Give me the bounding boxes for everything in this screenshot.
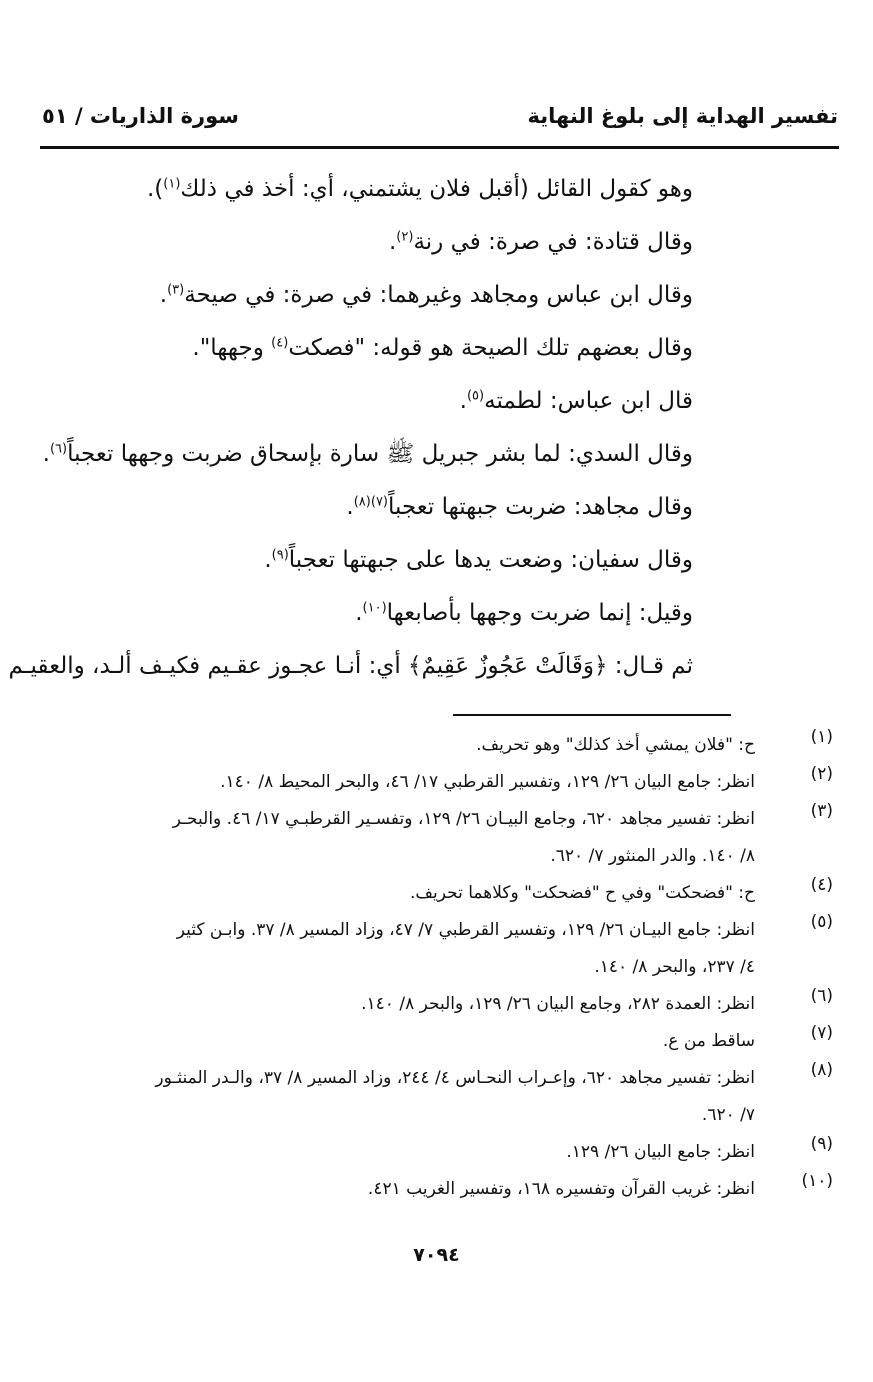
footnote-ref[interactable]: (١٠) [362,600,387,616]
footnote-text: انظر: غريب القرآن وتفسيره ١٦٨، وتفسير الغريب ٤٢١. [367,1179,755,1199]
text-line: وقال قتادة: في صرة: في رنة$^{(٢)}$. [388,229,693,255]
footnote [45,1023,833,1060]
footnote [45,912,833,986]
footnote-number: (٩) [810,1134,833,1154]
footnote [45,875,833,912]
text-line: وقال مجاهد: ضربت جبهتها تعجباً$^{(٧)(٨)}$. [346,494,693,520]
footnote-ref[interactable]: (٦) [49,441,68,457]
text-line: ثم قـال: ﴿وَقَالَتْ عَجُوزٌ عَقِيمٌ﴾ أي: أنـا عجـوز عقـيم فكيـف ألـد، والعقيـم [8,653,693,679]
footnote-number: (١) [810,727,833,747]
footnote-text: ساقط من ع. [662,1031,755,1051]
footnote-text: ٧/ ٦٢٠. [701,1105,755,1125]
footnote-text: انظر: العمدة ٢٨٢، وجامع البيان ٢٦/ ١٢٩، والبحر ٨/ ١٤٠. [361,994,755,1014]
text-line: وقال ابن عباس ومجاهد وغيرهما: في صرة: في صيحة$^{(٣)}$. [159,282,693,308]
header-divider [40,146,839,149]
footnote-ref[interactable]: (٤) [271,335,289,351]
footnote [45,764,833,801]
footnote [45,801,833,875]
text-line: وقال السدي: لما بشر جبريل ﷺ سارة بإسحاق ضربت وجهها تعجباً$^{(٦)}$. [42,441,693,467]
page-number: ٧٠٩٤ [413,1244,460,1266]
text-line: وقال بعضهم تلك الصيحة هو قوله: "فصكت$^{(٤)}$ وجهها". [192,335,693,361]
footnote-number: (٦) [810,986,833,1006]
footnote-number: (١٠) [801,1171,833,1191]
footnote-text: انظر: تفسير مجاهد ٦٢٠، وإعـراب النحـاس ٤/ ٢٤٤، وزاد المسير ٨/ ٣٧، والـدر المنثـور [155,1068,755,1088]
footnote-text: انظر: تفسير مجاهد ٦٢٠، وجامع البيـان ٢٦/ ١٢٩، وتفسـير القرطبـي ١٧/ ٤٦. والبحـر [172,809,755,829]
footnote-text: انظر: جامع البيـان ٢٦/ ١٢٩، وتفسير القرطبي ٧/ ٤٧، وزاد المسير ٨/ ٣٧. وابـن كثير [176,920,755,940]
footnote-number: (٢) [810,764,833,784]
footnote-ref[interactable]: (٥) [466,388,485,404]
footnote-text: ٤/ ٢٣٧، والبحر ٨/ ١٤٠. [594,957,755,977]
footnote-number: (٧) [810,1023,833,1043]
footnote-text: انظر: جامع البيان ٢٦/ ١٢٩، وتفسير القرطبي ١٧/ ٤٦، والبحر المحيط ٨/ ١٤٠. [220,772,755,792]
text-line: قال ابن عباس: لطمته$^{(٥)}$. [459,388,693,414]
footnote [45,727,833,764]
text-line: وهو كقول القائل (أقبل فلان يشتمني، أي: أخذ في ذلك$^{(١)}$). [146,176,693,202]
footnote [45,986,833,1023]
footnote-ref[interactable]: (٢) [396,229,414,245]
main-text [8,163,693,693]
footnote-number: (٨) [810,1060,833,1080]
text-line: وقال سفيان: وضعت يدها على جبهتها تعجباً$^{(٩)}$. [264,547,693,573]
footnote [45,1171,833,1208]
footnote-number: (٣) [810,801,833,821]
footnote-number: (٤) [810,875,833,895]
footnote-number: (٥) [810,912,833,932]
footnote [45,1134,833,1171]
footnote-divider [453,714,731,716]
running-header [42,100,838,140]
footnote-text: ح: "فلان يمشي أخذ كذلك" وهو تحريف. [476,735,755,755]
footnote-ref[interactable]: (١) [163,176,181,192]
footnote-text: انظر: جامع البيان ٢٦/ ١٢٩. [566,1142,755,1162]
text-line: وقيل: إنما ضربت وجهها بأصابعها$^{(١٠)}$. [355,600,693,626]
footnote-text: ح: "فضحكت" وفي ح "فضحكت" وكلاهما تحريف. [410,883,755,903]
footnote-text: ٨/ ١٤٠. والدر المنثور ٧/ ٦٢٠. [550,846,755,866]
book-title: تفسير الهداية إلى بلوغ النهاية [527,104,838,128]
footnote [45,1060,833,1134]
footnote-ref[interactable]: (٧)(٨) [353,494,388,510]
footnote-ref[interactable]: (٩) [271,547,289,563]
footnote-ref[interactable]: (٣) [167,282,185,298]
surah-label: سورة الذاريات / ٥١ [42,104,239,128]
footnotes [45,727,833,1208]
